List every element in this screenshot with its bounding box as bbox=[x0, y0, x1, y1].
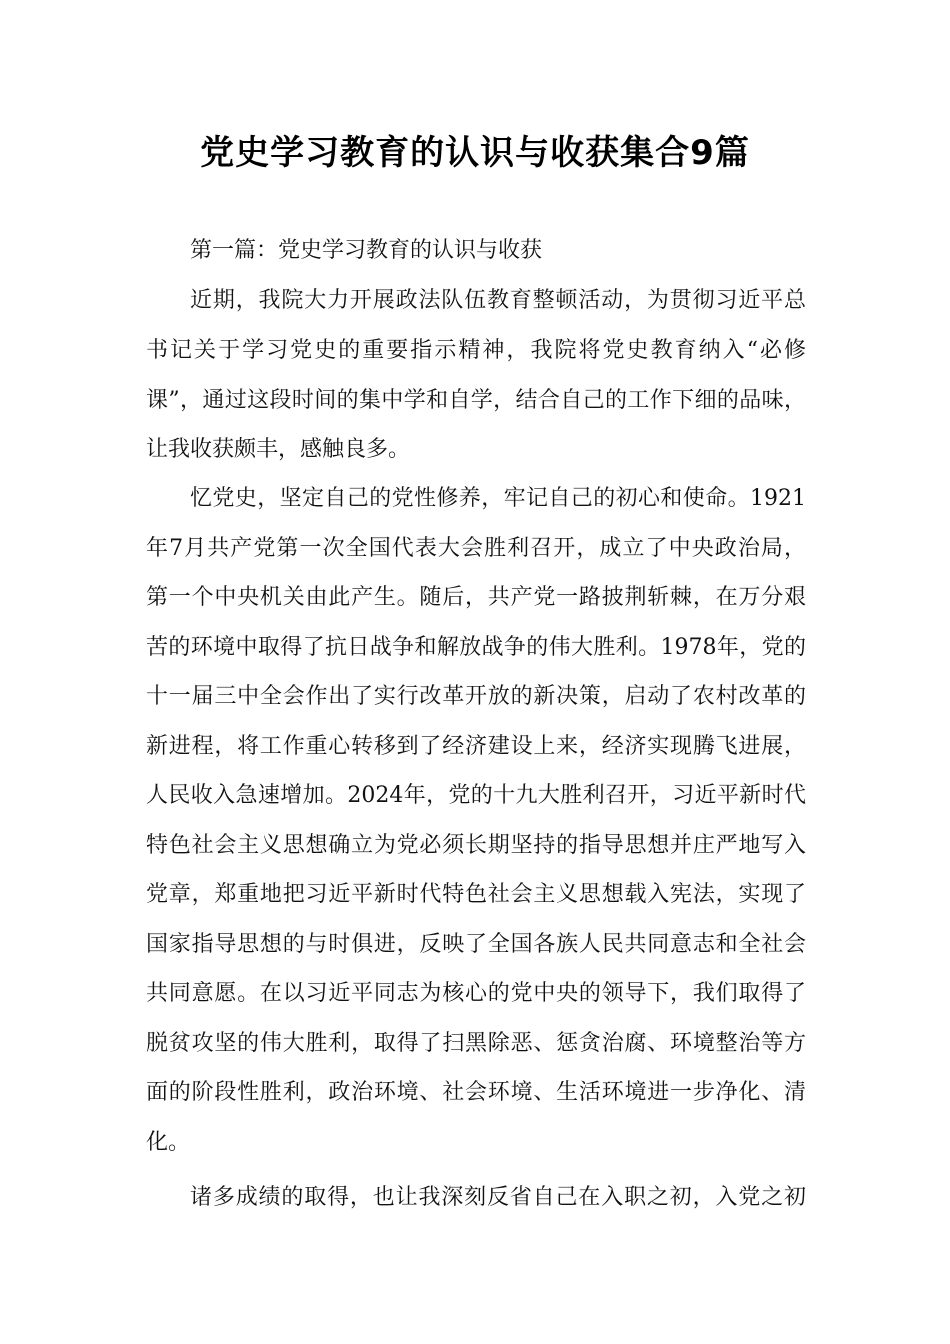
paragraph-2-line-5: 十一届三中全会作出了实行改革开放的新决策，启动了农村改革的 bbox=[146, 684, 806, 709]
paragraph-2-line-9: 党章，郑重地把习近平新时代特色社会主义思想载入宪法，实现了 bbox=[146, 882, 806, 907]
section-heading: 第一篇：党史学习教育的认识与收获 bbox=[190, 238, 543, 263]
paragraph-2-line-7: 人民收入急速增加。2024年，党的十九大胜利召开，习近平新时代 bbox=[146, 783, 806, 808]
paragraph-3-line-1: 诸多成绩的取得，也让我深刻反省自己在入职之初，入党之初 bbox=[190, 1185, 806, 1210]
paragraph-2-line-2: 年7月共产党第一次全国代表大会胜利召开，成立了中央政治局， bbox=[146, 536, 806, 561]
paragraph-2-line-11: 共同意愿。在以习近平同志为核心的党中央的领导下，我们取得了 bbox=[146, 981, 806, 1006]
paragraph-2-line-12: 脱贫攻坚的伟大胜利，取得了扫黑除恶、惩贪治腐、环境整治等方 bbox=[146, 1031, 806, 1056]
paragraph-2-line-1: 忆党史，坚定自己的党性修养，牢记自己的初心和使命。1921 bbox=[190, 486, 806, 511]
paragraph-2-line-3: 第一个中央机关由此产生。随后，共产党一路披荆斩棘，在万分艰 bbox=[146, 585, 806, 610]
paragraph-1-line-1: 近期，我院大力开展政法队伍教育整顿活动，为贯彻习近平总 bbox=[190, 288, 806, 313]
paragraph-1-line-3: 课”，通过这段时间的集中学和自学，结合自己的工作下细的品味， bbox=[146, 388, 806, 413]
paragraph-2-line-13: 面的阶段性胜利，政治环境、社会环境、生活环境进一步净化、清 bbox=[146, 1080, 806, 1105]
paragraph-1-line-4: 让我收获颇丰，感触良多。 bbox=[146, 437, 411, 462]
paragraph-1-line-2: 书记关于学习党史的重要指示精神，我院将党史教育纳入“必修 bbox=[146, 338, 806, 363]
paragraph-2-line-4: 苦的环境中取得了抗日战争和解放战争的伟大胜利。1978年，党的 bbox=[146, 635, 806, 660]
paragraph-2-line-6: 新进程，将工作重心转移到了经济建设上来，经济实现腾飞进展， bbox=[146, 734, 806, 759]
paragraph-2-line-10: 国家指导思想的与时俱进，反映了全国各族人民共同意志和全社会 bbox=[146, 932, 806, 957]
document-title: 党史学习教育的认识与收获集合9篇 bbox=[200, 133, 750, 173]
paragraph-2-line-14: 化。 bbox=[146, 1130, 191, 1155]
paragraph-2-line-8: 特色社会主义思想确立为党必须长期坚持的指导思想并庄严地写入 bbox=[146, 833, 806, 858]
